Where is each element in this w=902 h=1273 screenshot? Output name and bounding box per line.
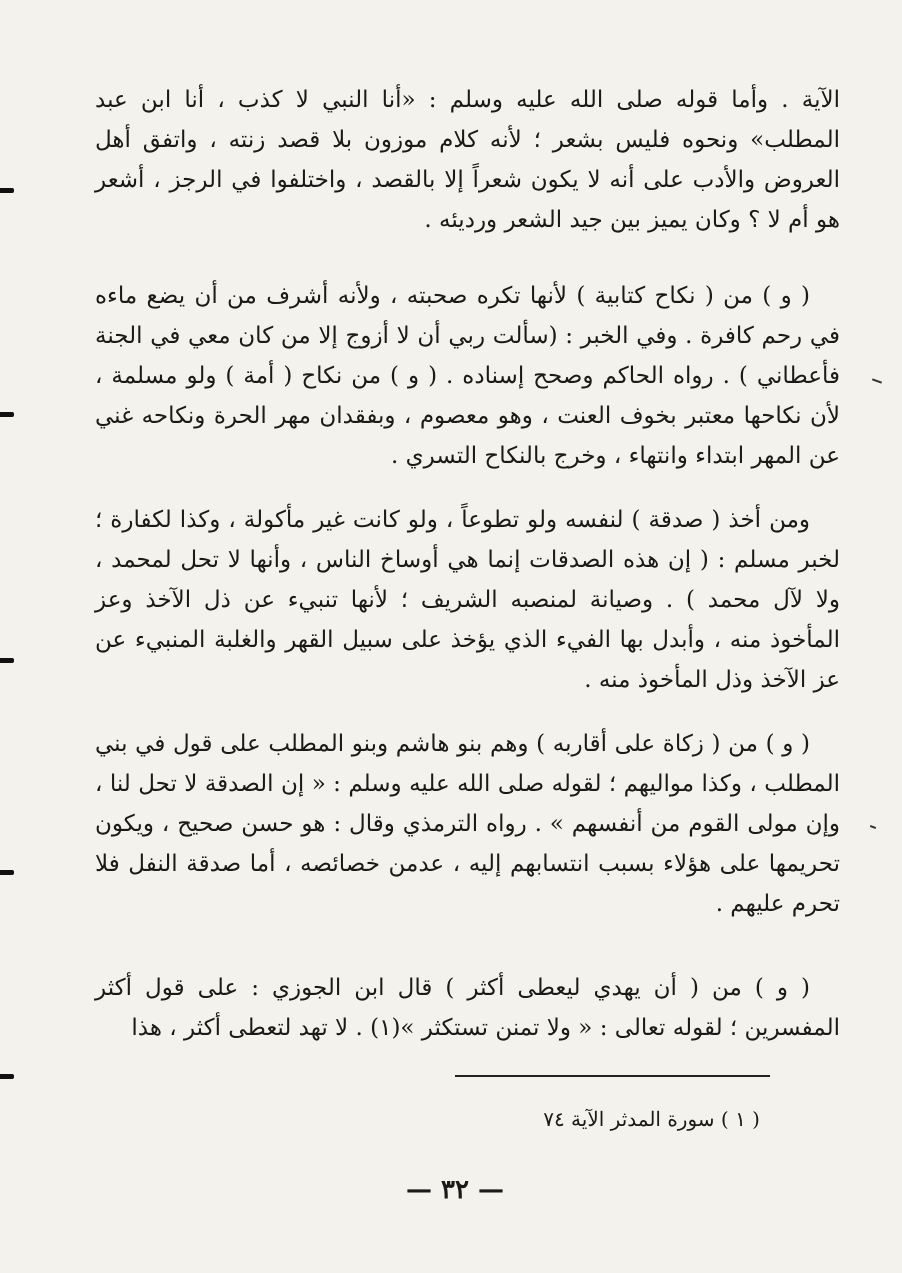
binding-edge-mark [0, 412, 14, 417]
margin-mark [872, 378, 882, 383]
text-paragraph-2 [95, 276, 840, 476]
paragraph-text: ( و ) من ( زكاة على أقاربه ) وهم بنو هاشم وبنو المطلب على قول في بني المطلب ، وكذا مواليهم ؛ لقوله صلى الله عليه وسلم : « إن الصدقة لا تحل لنا ، وإن مولى القوم من أنفسهم » . رواه الترمذي وقال : هو حسن صحيح ، ويكون تحريمها على هؤلاء بسبب انتسابهم إليه ، عدمن خصائصه ، أما صدقة النفل فلا تحرم عليهم . [95, 731, 841, 917]
paragraph-text: ومن أخذ ( صدقة ) لنفسه ولو تطوعاً ، ولو كانت غير مأكولة ، وكذا لكفارة ؛ لخبر مسلم : ( إن هذه الصدقات إنما هي أوساخ الناس ، وأنها لا تحل لمحمد ، ولا لآل محمد ) . وصيانة لمنصبه الشريف ؛ لأنها تنبيء عن ذل الآخذ وعز المأخوذ منه ، وأبدل بها الفيء الذي يؤخذ على سبيل القهر والغلبة المنبيء عن عز الآخذ وذل المأخوذ منه . [95, 507, 840, 693]
text-paragraph-5 [95, 968, 840, 1048]
page-number: — ٣٢ — [405, 1175, 505, 1205]
text-paragraph-3 [95, 500, 840, 700]
binding-edge-mark [0, 870, 14, 875]
binding-edge-mark [0, 1074, 14, 1079]
margin-mark [870, 825, 876, 829]
footnote-separator [455, 1075, 770, 1077]
binding-edge-mark [0, 188, 14, 193]
footnote: ( ١ ) سورة المدثر الآية ٧٤ [543, 1107, 760, 1131]
text-paragraph-1 [95, 80, 840, 240]
text-paragraph-4 [95, 724, 840, 924]
paragraph-text: ( و ) من ( نكاح كتابية ) لأنها تكره صحبته ، ولأنه أشرف من أن يضع ماءه في رحم كافرة . وفي الخبر : (سألت ربي أن لا أزوج إلا من كان معي في الجنة فأعطاني ) . رواه الحاكم وصحح إسناده . ( و ) من نكاح ( أمة ) ولو مسلمة ، لأن نكاحها معتبر بخوف العنت ، وهو معصوم ، وبفقدان مهر الحرة ونكاحه غني عن المهر ابتداء وانتهاء ، وخرج بالنكاح التسري . [95, 283, 840, 469]
paragraph-text: الآية . وأما قوله صلى الله عليه وسلم : «أنا النبي لا كذب ، أنا ابن عبد المطلب» ونحوه فليس بشعر ؛ لأنه كلام موزون بلا قصد زنته ، واتفق أهل العروض والأدب على أنه لا يكون شعراً إلا بالقصد ، واختلفوا في الرجز ، أشعر هو أم لا ؟ وكان يميز بين جيد الشعر ورديئه . [95, 87, 840, 233]
paragraph-text: ( و ) من ( أن يهدي ليعطى أكثر ) قال ابن الجوزي : على قول أكثر المفسرين ؛ لقوله تعالى : « ولا تمنن تستكثر »(١) . لا تهد لتعطى أكثر ، هذا [95, 975, 840, 1041]
binding-edge-mark [0, 658, 14, 663]
